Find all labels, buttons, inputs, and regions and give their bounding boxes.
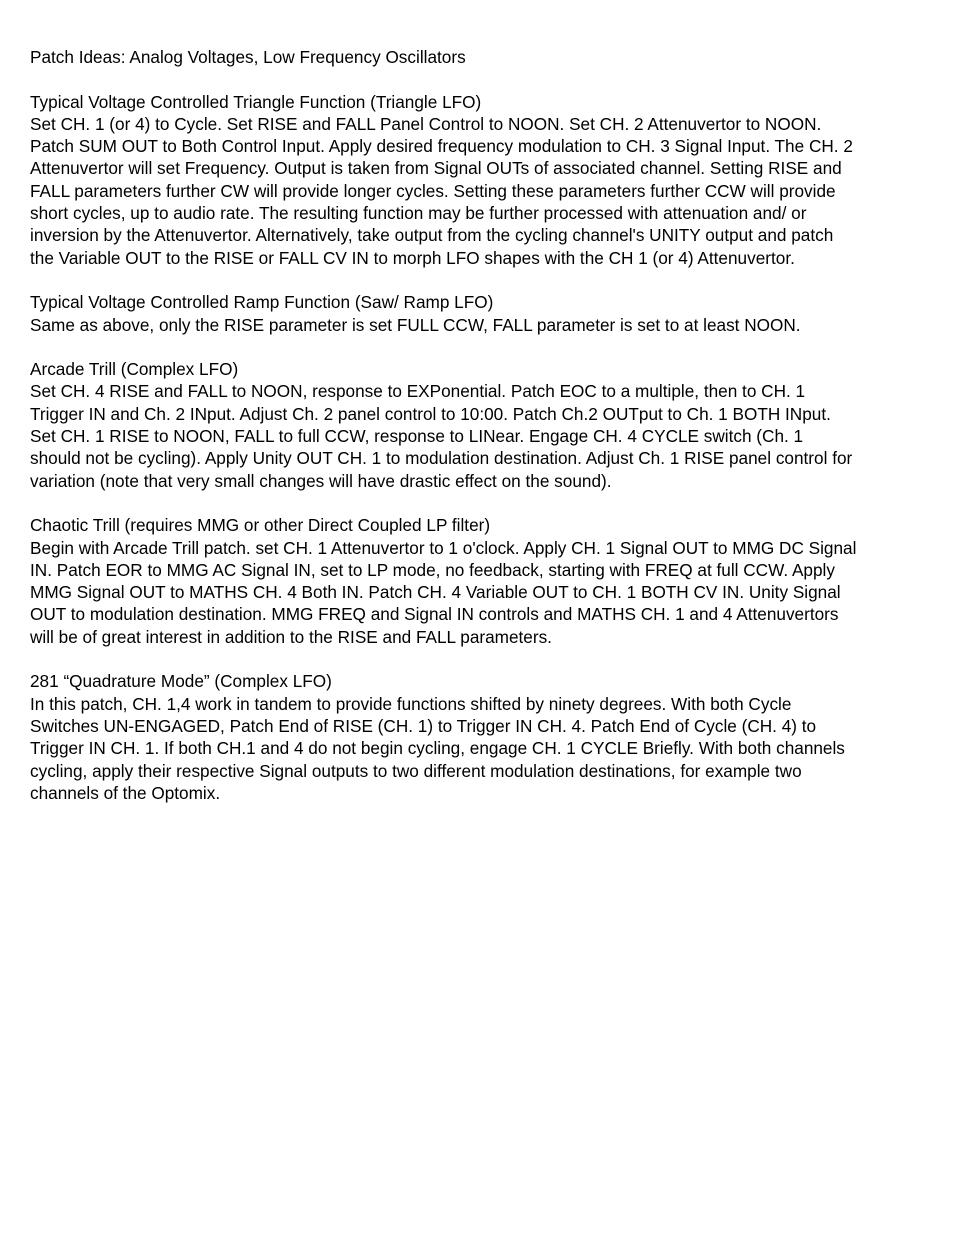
paragraph-line: variation (note that very small changes will have drastic effect on the sound). [30,470,612,491]
paragraph-line: IN. Patch EOR to MMG AC Signal IN, set to LP mode, no feedback, starting with FREQ at full CCW. Apply [30,559,835,580]
document-title: Patch Ideas: Analog Voltages, Low Frequency Oscillators [30,47,466,67]
section-heading: Chaotic Trill (requires MMG or other Direct Coupled LP filter) [30,515,491,536]
paragraph-line: short cycles, up to audio rate. The resulting function may be further processed with attenuation and/ or [30,203,807,224]
section-quadrature-mode [30,670,940,804]
document-page [30,46,940,826]
paragraph-line: Attenuvertor will set Frequency. Output is taken from Signal OUTs of associated channel. Setting RISE and [30,158,842,179]
section-heading: 281 “Quadrature Mode” (Complex LFO) [30,671,332,692]
paragraph-line: inversion by the Attenuvertor. Alternatively, take output from the cycling channel's UNITY output and patch [30,225,834,246]
paragraph-line: Same as above, only the RISE parameter is set FULL CCW, FALL parameter is set to at least NOON. [30,314,801,335]
section-heading: Arcade Trill (Complex LFO) [30,359,239,380]
paragraph-line: Begin with Arcade Trill patch. set CH. 1 Attenuvertor to 1 o'clock. Apply CH. 1 Signal OUT to MMG DC Signal [30,537,857,558]
paragraph-line: FALL parameters further CW will provide longer cycles. Setting these parameters further CCW will provide [30,180,836,201]
paragraph-line: MMG Signal OUT to MATHS CH. 4 Both IN. Patch CH. 4 Variable OUT to CH. 1 BOTH CV IN. Unity Signal [30,582,841,603]
paragraph-line: Set CH. 4 RISE and FALL to NOON, response to EXPonential. Patch EOC to a multiple, then to CH. 1 [30,381,806,402]
paragraph-line: OUT to modulation destination. MMG FREQ and Signal IN controls and MATHS CH. 1 and 4 Attenuvertors [30,604,839,625]
paragraph-line: will be of great interest in addition to the RISE and FALL parameters. [30,626,552,647]
paragraph-line: Set CH. 1 RISE to NOON, FALL to full CCW, response to LINear. Engage CH. 4 CYCLE switch (Ch. 1 [30,426,804,447]
section-ramp-lfo [30,291,940,336]
paragraph-line: Trigger IN CH. 1. If both CH.1 and 4 do not begin cycling, engage CH. 1 CYCLE Briefly. With both channels [30,738,845,759]
paragraph-line: Trigger IN and Ch. 2 INput. Adjust Ch. 2 panel control to 10:00. Patch Ch.2 OUTput to Ch. 1 BOTH INput. [30,403,831,424]
paragraph-line: Set CH. 1 (or 4) to Cycle. Set RISE and FALL Panel Control to NOON. Set CH. 2 Attenuvertor to NOON. [30,113,822,134]
section-heading: Typical Voltage Controlled Triangle Function (Triangle LFO) [30,91,482,112]
paragraph-line: should not be cycling). Apply Unity OUT CH. 1 to modulation destination. Adjust Ch. 1 RISE panel control for [30,448,853,469]
section-heading: Typical Voltage Controlled Ramp Function (Saw/ Ramp LFO) [30,292,494,313]
paragraph-line: Patch SUM OUT to Both Control Input. Apply desired frequency modulation to CH. 3 Signal Input. The CH. 2 [30,136,853,157]
document-title-block [30,46,940,68]
paragraph-line: In this patch, CH. 1,4 work in tandem to provide functions shifted by ninety degrees. With both Cycle [30,693,792,714]
paragraph-line: the Variable OUT to the RISE or FALL CV IN to morph LFO shapes with the CH 1 (or 4) Attenuvertor. [30,247,795,268]
paragraph-line: Switches UN-ENGAGED, Patch End of RISE (CH. 1) to Trigger IN CH. 4. Patch End of Cycle (CH. 4) to [30,715,817,736]
section-chaotic-trill [30,514,940,648]
paragraph-line: cycling, apply their respective Signal outputs to two different modulation destinations, for example two [30,760,802,781]
section-triangle-lfo [30,91,940,269]
section-arcade-trill [30,358,940,492]
paragraph-line: channels of the Optomix. [30,782,221,803]
